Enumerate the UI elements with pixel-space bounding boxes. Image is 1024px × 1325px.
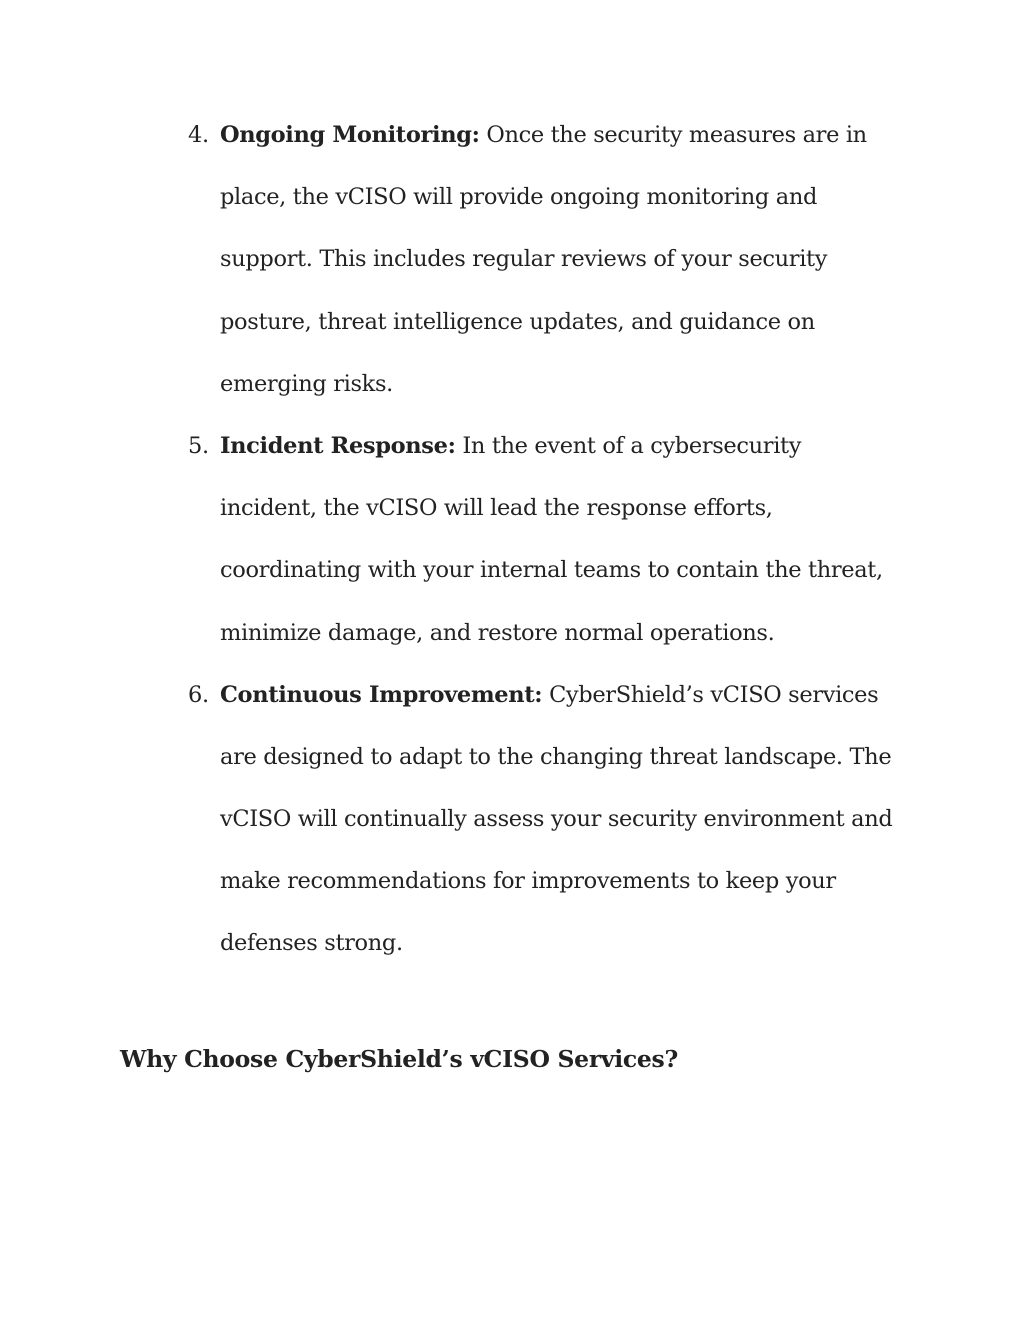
- list-item-text: [220, 104, 908, 415]
- list-item-number: 5.: [188, 432, 209, 459]
- numbered-list: [188, 104, 908, 975]
- list-item-term: Continuous Improvement:: [220, 681, 543, 708]
- list-item-line: support. This includes regular reviews of your security: [220, 246, 828, 273]
- list-item-line: are designed to adapt to the changing threat landscape. The: [220, 743, 892, 770]
- list-item-line: place, the vCISO will provide ongoing monitoring and: [220, 184, 818, 211]
- list-item-line: [220, 415, 908, 477]
- list-item-continuous-improvement: [188, 664, 908, 975]
- list-item-number: 6.: [188, 681, 209, 708]
- list-item-line-text: CyberShield’s vCISO services: [549, 681, 879, 708]
- list-item-line-text: Once the security measures are in: [486, 122, 867, 148]
- section-heading: Why Choose CyberShield’s vCISO Services?: [120, 1045, 678, 1073]
- list-item-line-text: In the event of a cybersecurity: [462, 432, 802, 459]
- list-item-line: defenses strong.: [220, 930, 403, 957]
- list-item-term: Incident Response:: [220, 432, 456, 459]
- list-item-text: [220, 664, 908, 975]
- list-item-line: emerging risks.: [220, 370, 393, 397]
- list-item-incident-response: [188, 415, 908, 664]
- list-item-line: make recommendations for improvements to keep your: [220, 868, 836, 895]
- list-item-line: vCISO will continually assess your security environment and: [220, 806, 893, 833]
- list-item-line: posture, threat intelligence updates, and guidance on: [220, 308, 815, 335]
- list-item-line: minimize damage, and restore normal operations.: [220, 619, 775, 646]
- list-item-text: [220, 415, 908, 664]
- list-item-ongoing-monitoring: [188, 104, 908, 415]
- list-item-number: 4.: [188, 122, 209, 148]
- list-item-line: coordinating with your internal teams to contain the threat,: [220, 557, 883, 584]
- list-item-line: [220, 104, 908, 166]
- list-item-line: incident, the vCISO will lead the response efforts,: [220, 495, 773, 522]
- list-item-line: [220, 664, 908, 726]
- list-item-term: Ongoing Monitoring:: [220, 122, 480, 148]
